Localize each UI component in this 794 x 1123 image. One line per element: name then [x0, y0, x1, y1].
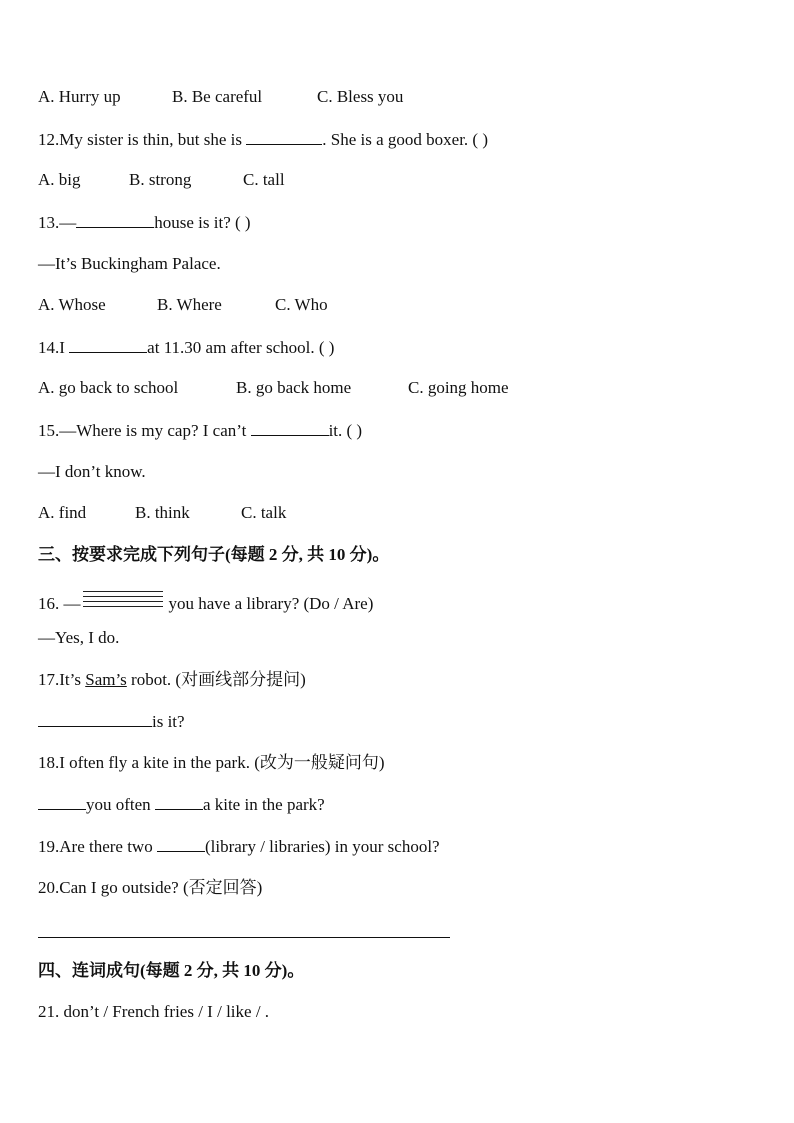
q11-options — [38, 87, 403, 107]
section-3-heading: 三、按要求完成下列句子(每题 2 分, 共 10 分)。 — [38, 545, 390, 564]
q15-stem — [38, 420, 362, 441]
q12-options — [38, 170, 285, 190]
q19-text-pre: 19.Are there two — [38, 837, 157, 856]
q21-stem: 21. don’t / French fries / I / like / . — [38, 1002, 270, 1021]
q11-option-a: A. Hurry up — [38, 87, 121, 106]
q12-text-post: . She is a good boxer. ( ) — [322, 130, 488, 149]
q13-text-pre: 13.— — [38, 213, 77, 232]
q17-answer-line — [38, 711, 185, 732]
q15-text-pre: 15.—Where is my cap? I can’t — [38, 421, 251, 440]
q15-blank[interactable] — [251, 420, 329, 436]
q13-option-a: A. Whose — [38, 295, 106, 314]
q16-text-post: you have a library? (Do / Are) — [168, 594, 374, 613]
q14-option-b: B. go back home — [236, 378, 352, 397]
q11-option-b: B. Be careful — [172, 87, 263, 106]
q15-options — [38, 503, 286, 523]
q15-option-b: B. think — [135, 503, 190, 522]
q13-option-b: B. Where — [157, 295, 222, 314]
q19-blank[interactable] — [157, 836, 205, 852]
q20-answer-line[interactable] — [38, 937, 450, 938]
q14-text-pre: 14.I — [38, 338, 70, 357]
q13-stem — [38, 212, 251, 233]
q15-option-a: A. find — [38, 503, 87, 522]
q18-blank-1[interactable] — [38, 794, 86, 810]
q18-answer-mid: you often — [86, 795, 155, 814]
q14-text-post: at 11.30 am after school. ( ) — [147, 338, 335, 357]
q16-text-pre: 16. — — [38, 594, 81, 613]
q13-option-c: C. Who — [275, 295, 328, 314]
q13-text-post: house is it? ( ) — [154, 213, 251, 232]
q15-option-c: C. talk — [241, 503, 287, 522]
q17-text-pre: 17.It’s — [38, 670, 86, 689]
q12-option-b: B. strong — [129, 170, 192, 189]
q13-answer: —It’s Buckingham Palace. — [38, 254, 221, 273]
q12-option-c: C. tall — [243, 170, 285, 189]
q14-blank[interactable] — [69, 337, 147, 353]
q15-text-post: it. ( ) — [328, 421, 363, 440]
section-4-heading: 四、连词成句(每题 2 分, 共 10 分)。 — [38, 961, 305, 980]
q14-option-c: C. going home — [408, 378, 509, 397]
q12-option-a: A. big — [38, 170, 81, 189]
q12-blank[interactable] — [246, 129, 322, 145]
q17-blank[interactable] — [38, 711, 152, 727]
q15-answer: —I don’t know. — [38, 462, 146, 481]
q14-option-a: A. go back to school — [38, 378, 179, 397]
q18-blank-2[interactable] — [155, 794, 203, 810]
q14-stem — [38, 337, 334, 358]
q12-stem — [38, 129, 488, 150]
q13-blank[interactable] — [76, 212, 154, 228]
q20-stem: 20.Can I go outside? (否定回答) — [38, 878, 263, 897]
q16-multi-line-blank[interactable] — [83, 591, 163, 613]
q19-text-post: (library / libraries) in your school? — [204, 837, 440, 856]
q16-stem — [38, 591, 373, 614]
q11-option-c: C. Bless you — [317, 87, 404, 106]
q16-answer: —Yes, I do. — [38, 628, 120, 647]
q17-stem — [38, 670, 306, 690]
q18-answer-line — [38, 794, 325, 815]
q13-options — [38, 295, 328, 315]
q17-underlined-word: Sam’s — [85, 670, 127, 689]
q14-options — [38, 378, 509, 398]
q12-text-pre: 12.My sister is thin, but she is — [38, 130, 247, 149]
q19-stem — [38, 836, 440, 857]
q17-answer-text: is it? — [152, 712, 185, 731]
q18-answer-post: a kite in the park? — [202, 795, 325, 814]
q18-stem: 18.I often fly a kite in the park. (改为一般疑问句) — [38, 753, 385, 772]
q17-text-post: robot. (对画线部分提问) — [126, 670, 306, 689]
